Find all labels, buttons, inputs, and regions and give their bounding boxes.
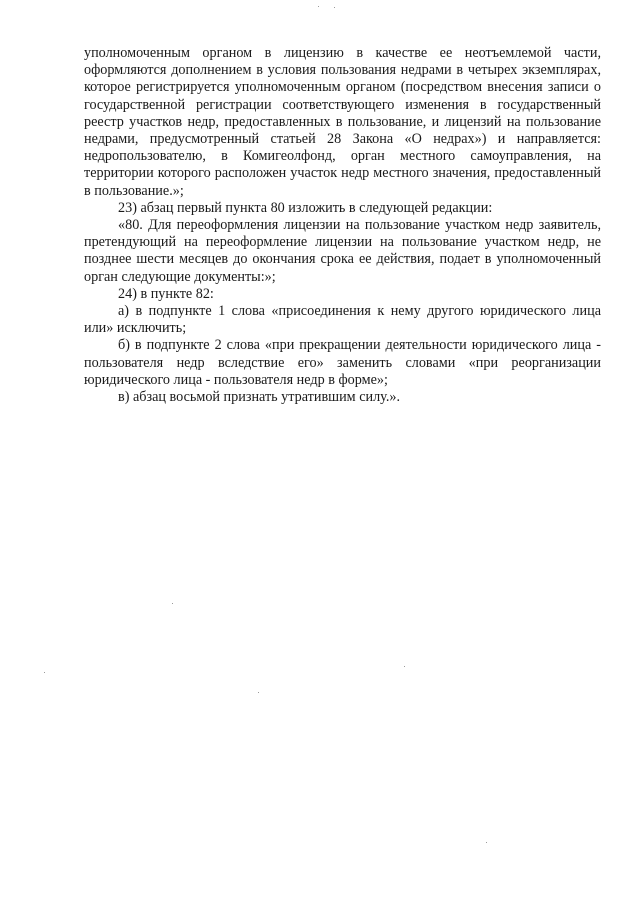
scan-speck: [172, 603, 173, 604]
scan-speck: [404, 666, 405, 667]
document-body: [84, 45, 601, 406]
scan-speck: [44, 672, 45, 673]
paragraph-quote-80: «80. Для переоформления лицензии на пользование участком недр заявитель, претендующий на переоформление лицензии на пользование участком недр, не позднее шести месяцев до окончания срока ее действия, подает в уполномоченный орган следующие документы:»;: [84, 217, 601, 285]
paragraph-subitem-b: б) в подпункте 2 слова «при прекращении деятельности юридического лица - пользователя недр вследствие его» заменить словами «при реорганизации юридического лица - пользователя недр в форме»;: [84, 337, 601, 388]
scan-speck: [258, 692, 259, 693]
paragraph-subitem-a: а) в подпункте 1 слова «присоединения к нему другого юридического лица или» исключить;: [84, 303, 601, 337]
scan-speck: [334, 7, 335, 8]
paragraph-subitem-v: в) абзац восьмой признать утратившим силу.».: [118, 389, 401, 406]
paragraph-item-23: 23) абзац первый пункта 80 изложить в следующей редакции:: [118, 199, 493, 216]
paragraph-continuation: уполномоченным органом в лицензию в качестве ее неотъемлемой части, оформляются дополнением в условия пользования недрами в четырех экземплярах, которое регистрируется уполномоченным органом (посредством внесения записи о государственной регистрации соответствующего изменения в государственный реестр участков недр, предоставленных в пользование, и лицензий на пользование недрами, предусмотренный статьей 28 Закона «О недрах») и направляется: недропользователю, в Комигеолфонд, орган местного самоуправления, на территории которого расположен участок недр местного значения, предоставленный в пользование.»;: [84, 45, 601, 199]
paragraph-item-24: 24) в пункте 82:: [118, 285, 214, 302]
scan-speck: [318, 6, 319, 7]
scan-speck: [486, 842, 487, 843]
